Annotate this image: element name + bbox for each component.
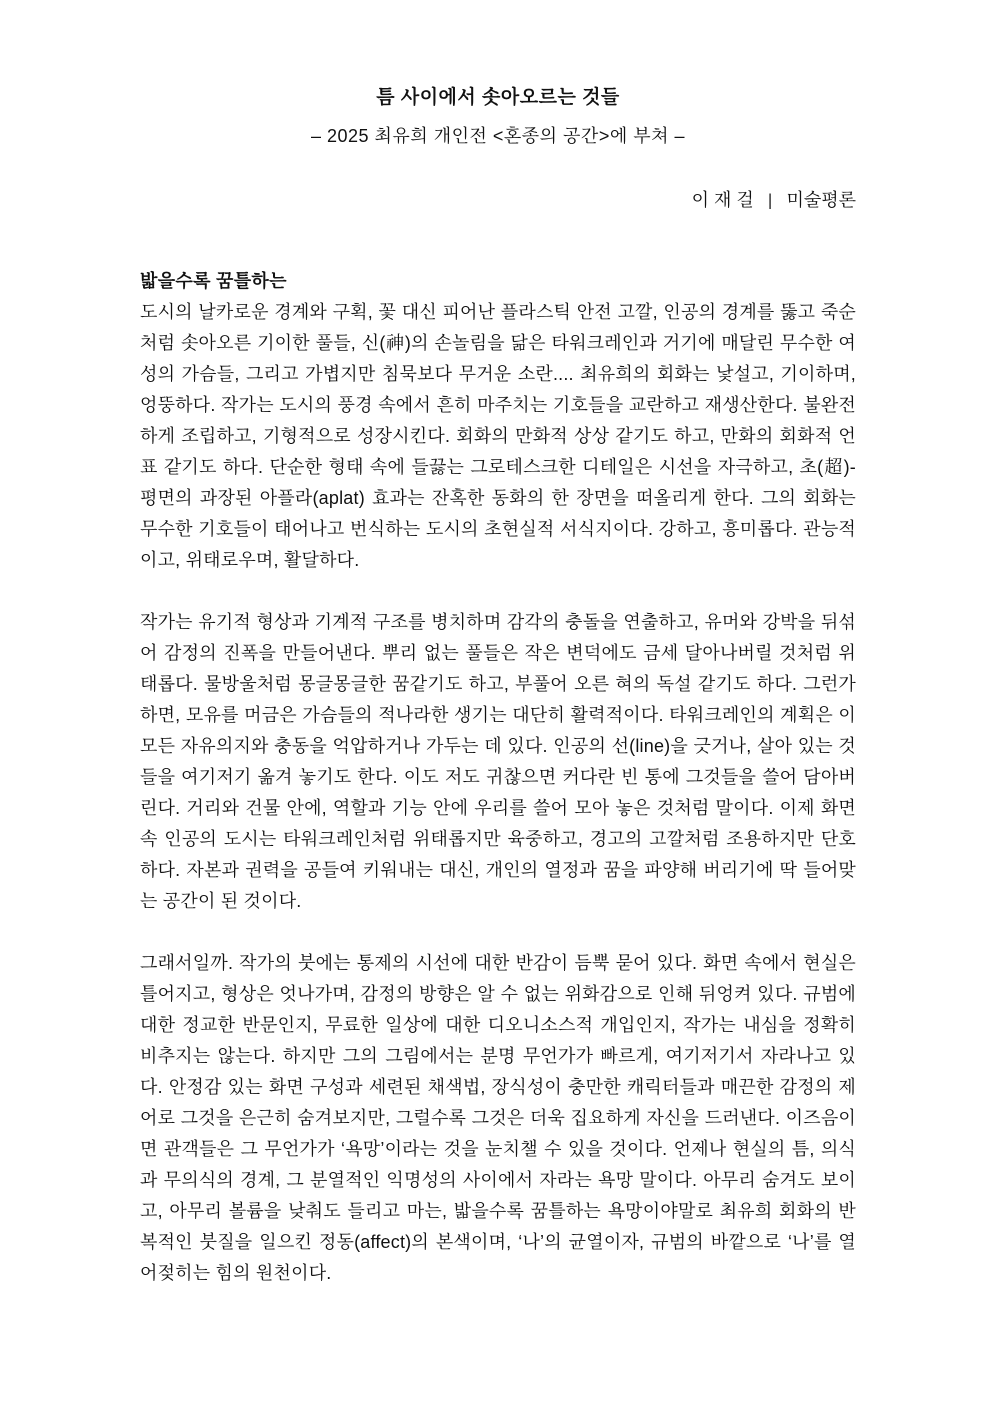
document-title: 틈 사이에서 솟아오르는 것들 <box>376 87 620 108</box>
document-subtitle: – 2025 최유희 개인전 <혼종의 공간>에 부쳐 – <box>310 126 686 146</box>
paragraph-3: 그래서일까. 작가의 붓에는 통제의 시선에 대한 반감이 듬뿍 묻어 있다. 화면 속에서 현실은 틀어지고, 형상은 엇나가며, 감정의 방향은 알 수 없는 위화감으로 인해 뒤엉켜 있다. 규범에 대한 정교한 반문인지, 무료한 일상에 대한 디오니소스적 개입인지, 작가는 내심을 정확히 비추지는 않는다. 하지만 그의 그림에서는 분명 무언가가 빠르게, 여기저기서 자라나고 있다. 안정감 있는 화면 구성과 세련된 채색법, 장식성이 충만한 캐릭터들과 매끈한 감정의 제어로 그것을 은근히 숨겨보지만, 그럴수록 그것은 더욱 집요하게 자신을 드러낸다. 이즈음이면 관객들은 그 무언가가 ‘욕망’이라는 것을 눈치챌 수 있을 것이다. 언제나 현실의 틈, 의식과 무의식의 경계, 그 분열적인 익명성의 사이에서 자라는 욕망 말이다. 아무리 숨겨도 보이고, 아무리 볼륨을 낮춰도 들리고 마는, 밟을수록 꿈틀하는 욕망이야말로 최유희 회화의 반복적인 붓질을 일으킨 정동(affect)의 본색이며, ‘나’의 균열이자, 규범의 바깥으로 ‘나’를 열어젖히는 힘의 원천이다. <box>140 953 856 1283</box>
byline-separator: | <box>767 191 773 209</box>
byline <box>140 186 856 214</box>
section-heading: 밟을수록 꿈틀하는 <box>140 271 287 291</box>
author-name: 이 재 걸 <box>691 190 754 210</box>
document-body <box>140 266 856 1289</box>
author-role: 미술평론 <box>786 190 856 210</box>
paragraph-1: 도시의 날카로운 경계와 구획, 꽃 대신 피어난 플라스틱 안전 고깔, 인공의 경계를 뚫고 죽순처럼 솟아오른 기이한 풀들, 신(神)의 손놀림을 닮은 타워크레인과 거기에 매달린 무수한 여성의 가슴들, 그리고 가볍지만 침묵보다 무거운 소란.... 최유희의 회화는 낯설고, 기이하며, 엉뚱하다. 작가는 도시의 풍경 속에서 흔히 마주치는 기호들을 교란하고 재생산한다. 불완전하게 조립하고, 기형적으로 성장시킨다. 회화의 만화적 상상 같기도 하고, 만화의 회화적 언표 같기도 하다. 단순한 형태 속에 들끓는 그로테스크한 디테일은 시선을 자극하고, 초(超)-평면의 과장된 아플라(aplat) 효과는 잔혹한 동화의 한 장면을 떠올리게 한다. 그의 회화는 무수한 기호들이 태어나고 번식하는 도시의 초현실적 서식지이다. 강하고, 흥미롭다. 관능적이고, 위태로우며, 활달하다. <box>140 302 856 570</box>
paragraph-2: 작가는 유기적 형상과 기계적 구조를 병치하며 감각의 충돌을 연출하고, 유머와 강박을 뒤섞어 감정의 진폭을 만들어낸다. 뿌리 없는 풀들은 작은 변덕에도 금세 달아나버릴 것처럼 위태롭다. 물방울처럼 몽글몽글한 꿈같기도 하고, 부풀어 오른 혀의 독설 같기도 하다. 그런가 하면, 모유를 머금은 가슴들의 적나라한 생기는 대단히 활력적이다. 타워크레인의 계획은 이 모든 자유의지와 충동을 억압하거나 가두는 데 있다. 인공의 선(line)을 긋거나, 살아 있는 것들을 여기저기 옮겨 놓기도 한다. 이도 저도 귀찮으면 커다란 빈 통에 그것들을 쓸어 담아버린다. 거리와 건물 안에, 역할과 기능 안에 우리를 쓸어 모아 놓은 것처럼 말이다. 이제 화면 속 인공의 도시는 타워크레인처럼 위태롭지만 육중하고, 경고의 고깔처럼 조용하지만 단호하다. 자본과 권력을 공들여 키워내는 대신, 개인의 열정과 꿈을 파양해 버리기에 딱 들어맞는 공간이 된 것이다. <box>140 612 856 911</box>
